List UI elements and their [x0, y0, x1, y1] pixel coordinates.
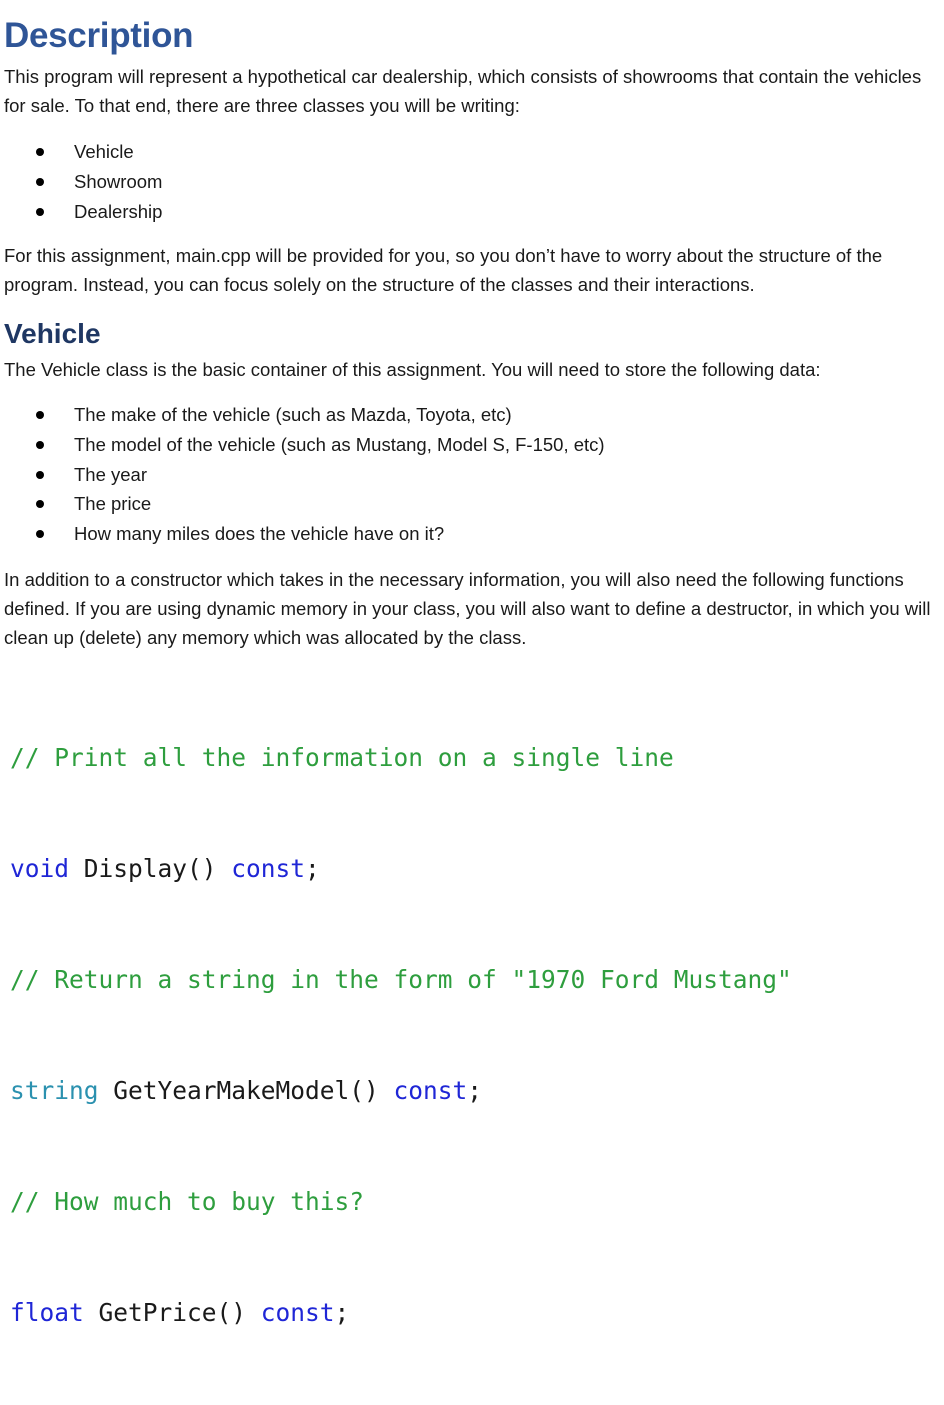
code-comment: // Print all the information on a single line: [10, 743, 674, 772]
bullet-icon: [36, 178, 44, 186]
code-block: [10, 665, 792, 1405]
code-keyword: float: [10, 1298, 84, 1327]
code-comment: // Return a string in the form of "1970 Ford Mustang": [10, 965, 792, 994]
bullet-icon: [36, 530, 44, 538]
code-line: [10, 1294, 792, 1331]
code-line: [10, 1072, 792, 1109]
vehicle-data-list: [4, 400, 605, 549]
list-item: The price: [4, 489, 605, 519]
code-keyword: const: [231, 854, 306, 883]
functions-note-paragraph: In addition to a constructor which takes in the necessary information, you will also need the following functions defined. If you are using dynamic memory in your class, you will also want to define a destructor, in which you will clean up (delete) any memory which was allocated by the class.: [4, 569, 931, 648]
code-comment: // How much to buy this?: [10, 1187, 365, 1216]
code-line: [10, 850, 792, 887]
list-item: The model of the vehicle (such as Mustang, Model S, F-150, etc): [4, 430, 605, 460]
list-item: Vehicle: [4, 137, 162, 167]
bullet-icon: [36, 471, 44, 479]
code-punct: ;: [334, 1298, 350, 1327]
code-signature: Display(): [69, 854, 232, 883]
code-type: string: [10, 1076, 99, 1105]
bullet-icon: [36, 500, 44, 508]
main-note-paragraph: For this assignment, main.cpp will be provided for you, so you don’t have to worry about the structure of the program. Instead, you can focus solely on the structure of the classes and their interactions.: [4, 245, 883, 295]
code-keyword: const: [393, 1076, 468, 1105]
bullet-icon: [36, 148, 44, 156]
classes-list: [4, 137, 162, 226]
code-line: [10, 739, 792, 776]
code-punct: ;: [467, 1076, 483, 1105]
section-heading-vehicle: Vehicle: [4, 318, 101, 349]
code-signature: GetYearMakeModel(): [98, 1076, 394, 1105]
bullet-icon: [36, 441, 44, 449]
code-line: [10, 1183, 792, 1220]
page-title: Description: [4, 16, 194, 55]
list-item: The year: [4, 460, 605, 490]
code-signature: GetPrice(): [83, 1298, 261, 1327]
bullet-icon: [36, 411, 44, 419]
code-keyword: const: [260, 1298, 335, 1327]
list-item: Dealership: [4, 197, 162, 227]
bullet-icon: [36, 208, 44, 216]
code-keyword: void: [10, 854, 70, 883]
intro-paragraph: This program will represent a hypothetical car dealership, which consists of showrooms that contain the vehicles for sale. To that end, there are three classes you will be writing:: [4, 66, 922, 116]
code-line: [10, 961, 792, 998]
list-item: Showroom: [4, 167, 162, 197]
list-item: The make of the vehicle (such as Mazda, Toyota, etc): [4, 400, 605, 430]
list-item: How many miles does the vehicle have on it?: [4, 519, 605, 549]
code-punct: ;: [305, 854, 320, 883]
vehicle-intro-paragraph: The Vehicle class is the basic container of this assignment. You will need to store the following data:: [4, 359, 821, 380]
